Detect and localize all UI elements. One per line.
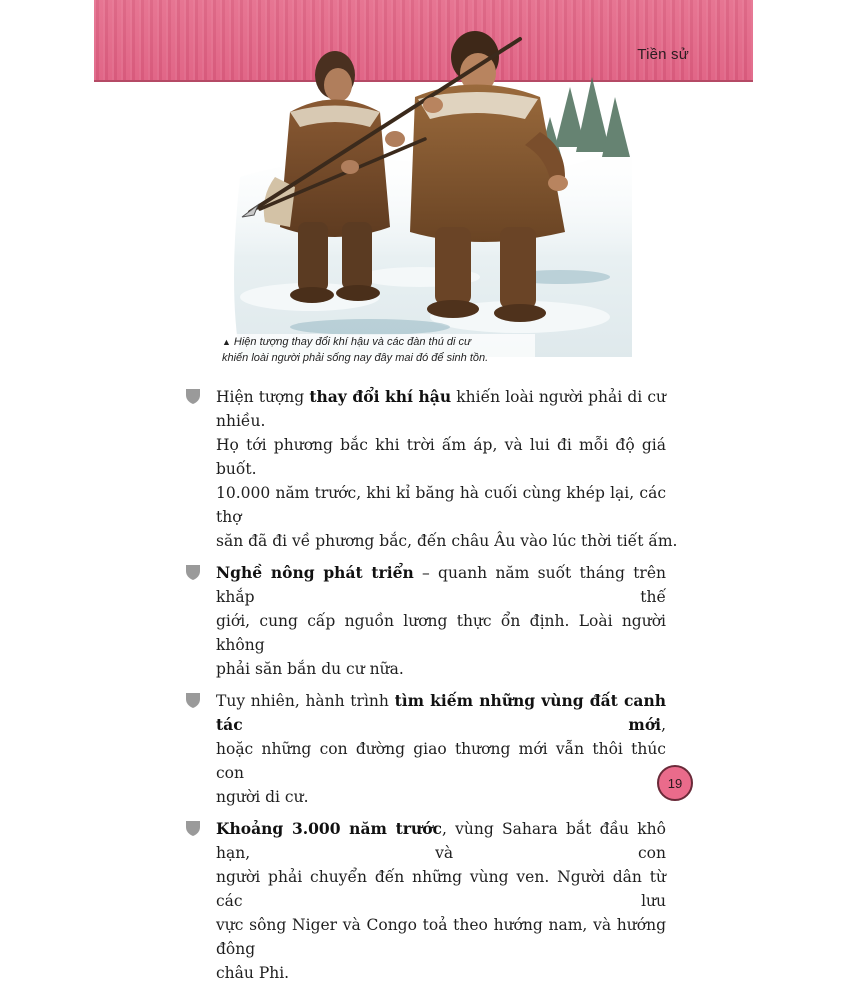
shield-bullet-icon — [186, 389, 200, 404]
shield-bullet-icon — [186, 821, 200, 836]
caption-line-1: ▲ Hiện tượng thay đổi khí hậu và các đàn thú di cư — [222, 336, 471, 348]
shield-bullet-icon — [186, 693, 200, 708]
emphasis-text: tìm kiếm những vùng đất canh tác mới — [216, 691, 666, 734]
list-item: Hiện tượng thay đổi khí hậu khiến loài người phải di cư nhiều. Họ tới phương bắc khi trời ấm áp, và lui đi mỗi độ giá buốt. 10.000 năm trước, khi kỉ băng hà cuối cùng khép lại, các thợ săn đã đi về phương bắc, đến châu Âu vào lúc thời tiết ấm. — [186, 385, 666, 553]
caption-line-2: khiến loài người phải sống nay đây mai đó để sinh tồn. — [222, 352, 489, 364]
triangle-marker-icon: ▲ — [222, 337, 231, 347]
page-number-badge: 19 — [657, 765, 693, 801]
illustration-caption — [219, 334, 535, 366]
prehistoric-hunters-illustration-icon — [220, 27, 632, 357]
list-item: Nghề nông phát triển – quanh năm suốt tháng trên khắp thế giới, cung cấp nguồn lương thực ổn định. Loài người không phải săn bắn du cư nữa. — [186, 561, 666, 681]
shield-bullet-icon — [186, 565, 200, 580]
list-item: Tuy nhiên, hành trình tìm kiếm những vùng đất canh tác mới, hoặc những con đường giao thương mới vẫn thôi thúc con người di cư. — [186, 689, 666, 809]
emphasis-text: thay đổi khí hậu — [309, 387, 452, 406]
list-item: Khoảng 3.000 năm trước, vùng Sahara bắt đầu khô hạn, và con người phải chuyển đến những vùng ven. Người dân từ các lưu vực sông Niger và Congo toả theo hướng nam, và hướng đông châu Phi. — [186, 817, 666, 985]
chapter-title: Tiền sử — [637, 46, 689, 63]
emphasis-text: Khoảng 3.000 năm trước — [216, 819, 442, 838]
emphasis-text: Nghề nông phát triển — [216, 563, 414, 582]
